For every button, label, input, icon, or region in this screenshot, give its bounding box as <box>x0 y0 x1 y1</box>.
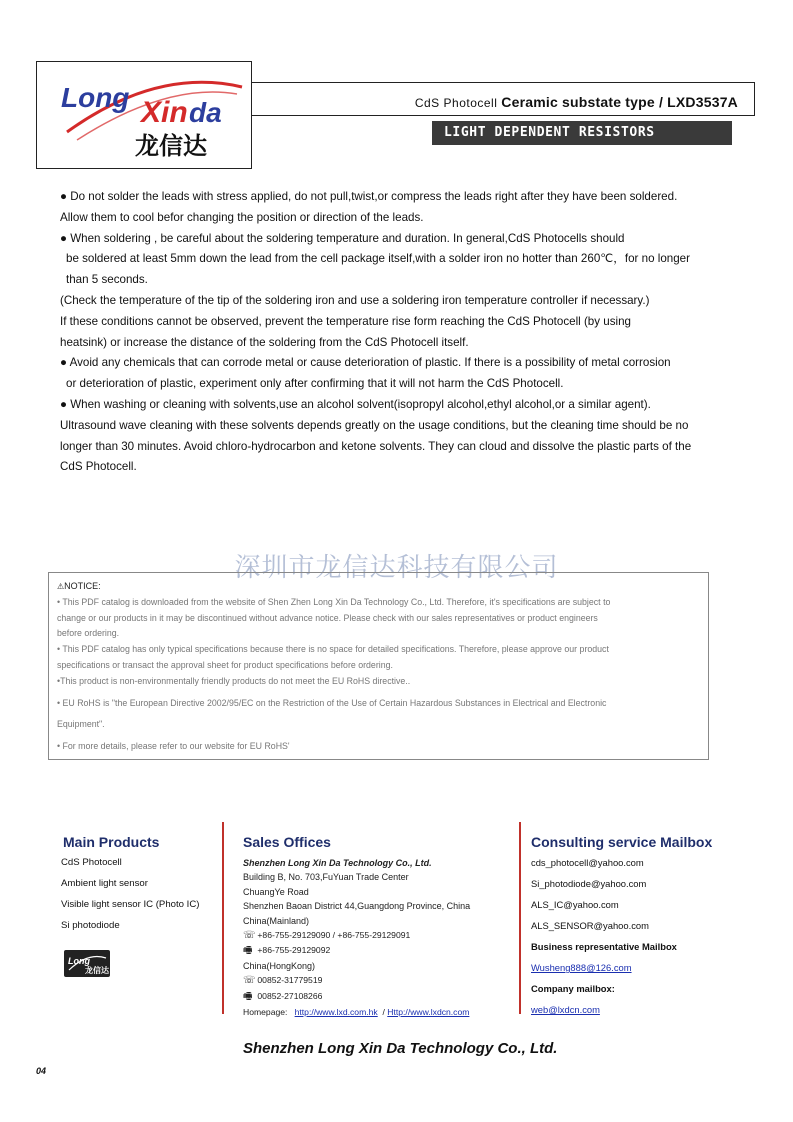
homepage-separator: / <box>382 1007 385 1018</box>
title-prefix: CdS Photocell <box>414 96 498 110</box>
body-text <box>60 187 740 478</box>
homepage-label: Homepage: <box>243 1007 288 1018</box>
body-line: be soldered at least 5mm down the lead from the cell package itself,with a solder iron no hotter than 260℃，for no longer <box>66 252 690 266</box>
body-line: than 5 seconds. <box>66 273 148 287</box>
small-logo <box>64 950 110 977</box>
body-line: ● When washing or cleaning with solvents,use an alcohol solvent(isopropyl alcohol,ethyl alcohol,or a similar agent). <box>60 397 651 411</box>
title-main: Ceramic substate type / LXD3537A <box>501 94 738 110</box>
body-line: Allow them to cool befor changing the position or direction of the leads. <box>60 210 424 224</box>
logo-chinese: 龙信达 <box>135 132 207 160</box>
column-divider <box>519 822 521 1014</box>
notice-line: specifications or transact the approval sheet for product specifications before ordering. <box>57 659 393 670</box>
warning-icon: ⚠ <box>57 582 65 591</box>
logo-word-long: Long <box>61 82 130 113</box>
body-line: CdS Photocell. <box>60 460 137 474</box>
email-item: ALS_SENSOR@yahoo.com <box>531 920 649 931</box>
body-line: If these conditions cannot be observed, prevent the temperature rise form reaching the CdS Photocell (by using <box>60 314 631 328</box>
fax-icon: 🖷 <box>243 990 253 1002</box>
page-number: 04 <box>36 1066 47 1076</box>
footer-company-name: Shenzhen Long Xin Da Technology Co., Ltd. <box>243 1040 558 1057</box>
address-line: ChuangYe Road <box>243 886 309 897</box>
tel-mainland-row <box>243 928 513 943</box>
business-mailbox-label: Business representative Mailbox <box>531 941 677 952</box>
sales-offices-title: Sales Offices <box>243 834 331 850</box>
notice-line: Equipment". <box>57 719 105 730</box>
homepage-row <box>243 1005 513 1019</box>
logo-word-xin: Xin <box>141 96 188 129</box>
notice-line: •This product is non-environmentally friendly products do not meet the EU RoHS directive.. <box>57 675 411 686</box>
notice-line: • EU RoHS is "the European Directive 2002/95/EC on the Restriction of the Use of Certain Hazardous Substances in Electrical and Electronic <box>57 697 607 708</box>
address-line: China(Mainland) <box>243 915 310 926</box>
fax-mainland-row <box>243 943 513 958</box>
small-logo-word: Long <box>68 956 90 966</box>
small-logo-chinese: 龙信达 <box>85 966 109 975</box>
small-logo-graphic <box>64 950 110 977</box>
email-item: cds_photocell@yahoo.com <box>531 857 644 868</box>
body-line: ● Do not solder the leads with stress applied, do not pull,twist,or compress the leads right after they have been soldered. <box>60 190 678 203</box>
product-item: Visible light sensor IC (Photo IC) <box>61 899 200 910</box>
fax-hk: 00852-27108266 <box>257 990 323 1001</box>
watermark: 深圳市龙信达科技有限公司 <box>234 553 559 583</box>
notice-line: • This PDF catalog has only typical specifications because there is no space for detailed specifications. Therefore, please approve our product <box>57 644 609 655</box>
fax-hk-row <box>243 989 513 1004</box>
consulting-title: Consulting service Mailbox <box>531 834 713 850</box>
notice-line: before ordering. <box>57 628 120 639</box>
body-line: heatsink) or increase the distance of the soldering from the CdS Photocell itself. <box>60 335 469 349</box>
category-band: LIGHT DEPENDENT RESISTORS <box>432 121 732 145</box>
region-hk: China(HongKong) <box>243 960 316 971</box>
product-item: Ambient light sensor <box>61 878 148 889</box>
body-line: ● Avoid any chemicals that can corrode metal or cause deterioration of plastic. If there is a possibility of metal corrosion <box>60 356 671 370</box>
tel-mainland: +86-755-29129090 / +86-755-29129091 <box>257 930 411 941</box>
product-item: CdS Photocell <box>61 857 122 868</box>
body-line: or deterioration of plastic, experiment only after confirming that it will not harm the CdS Photocell. <box>66 377 564 391</box>
company-mailbox-label: Company mailbox: <box>531 983 615 994</box>
email-item: Si_photodiode@yahoo.com <box>531 878 647 889</box>
tel-hk-row <box>243 973 513 988</box>
business-email-link[interactable]: Wusheng888@126.com <box>531 962 632 973</box>
tel-hk: 00852-31779519 <box>257 975 323 986</box>
body-line: longer than 30 minutes. Avoid chloro-hydrocarbon and ketone solvents. They can cloud and dissolve the plastic parts of the <box>60 439 692 453</box>
fax-icon: 🖷 <box>243 945 253 957</box>
notice-line: • For more details, please refer to our website for EU RoHS' <box>57 741 290 752</box>
column-divider <box>222 822 224 1014</box>
logo-word-da: da <box>189 97 222 128</box>
body-line: ● When soldering , be careful about the soldering temperature and duration. In general,CdS Photocells should <box>60 231 625 245</box>
consulting-list <box>531 857 731 1025</box>
notice-line: change or our products in it may be discontinued without advance notice. Please check with our sales representatives or product engineers <box>57 612 598 623</box>
phone-icon: ☏ <box>243 930 256 942</box>
main-products-title: Main Products <box>63 834 160 850</box>
main-products-list <box>61 857 221 941</box>
homepage-link-2[interactable]: Http://www.lxdcn.com <box>387 1007 470 1018</box>
company-email-link[interactable]: web@lxdcn.com <box>531 1004 600 1015</box>
fax-mainland: +86-755-29129092 <box>257 945 331 956</box>
notice-line: • This PDF catalog is downloaded from the website of Shen Zhen Long Xin Da Technology Co., Ltd. Therefore, it's specifications are subject to <box>57 596 611 607</box>
title-box <box>252 82 755 116</box>
homepage-link-1[interactable]: http://www.lxd.com.hk <box>294 1007 378 1018</box>
notice-box <box>48 572 709 760</box>
company-logo <box>36 61 252 169</box>
address-line: Building B, No. 703,FuYuan Trade Center <box>243 872 409 883</box>
product-item: Si photodiode <box>61 920 120 931</box>
sales-company: Shenzhen Long Xin Da Technology Co., Ltd. <box>243 858 432 868</box>
body-line: Ultrasound wave cleaning with these solvents depends greatly on the usage conditions, but the cleaning time should be no <box>60 418 689 432</box>
sales-offices-block <box>243 856 513 1019</box>
body-line: (Check the temperature of the tip of the soldering iron and use a soldering iron temperature controller if necessary.) <box>60 293 650 307</box>
address-line: Shenzhen Baoan District 44,Guangdong Province, China <box>243 901 471 912</box>
email-item: ALS_IC@yahoo.com <box>531 899 619 910</box>
phone-icon: ☏ <box>243 975 256 987</box>
notice-heading: ⚠NOTICE: <box>57 581 101 591</box>
page-title <box>415 94 738 110</box>
logo-swoosh-graphic <box>37 62 251 168</box>
